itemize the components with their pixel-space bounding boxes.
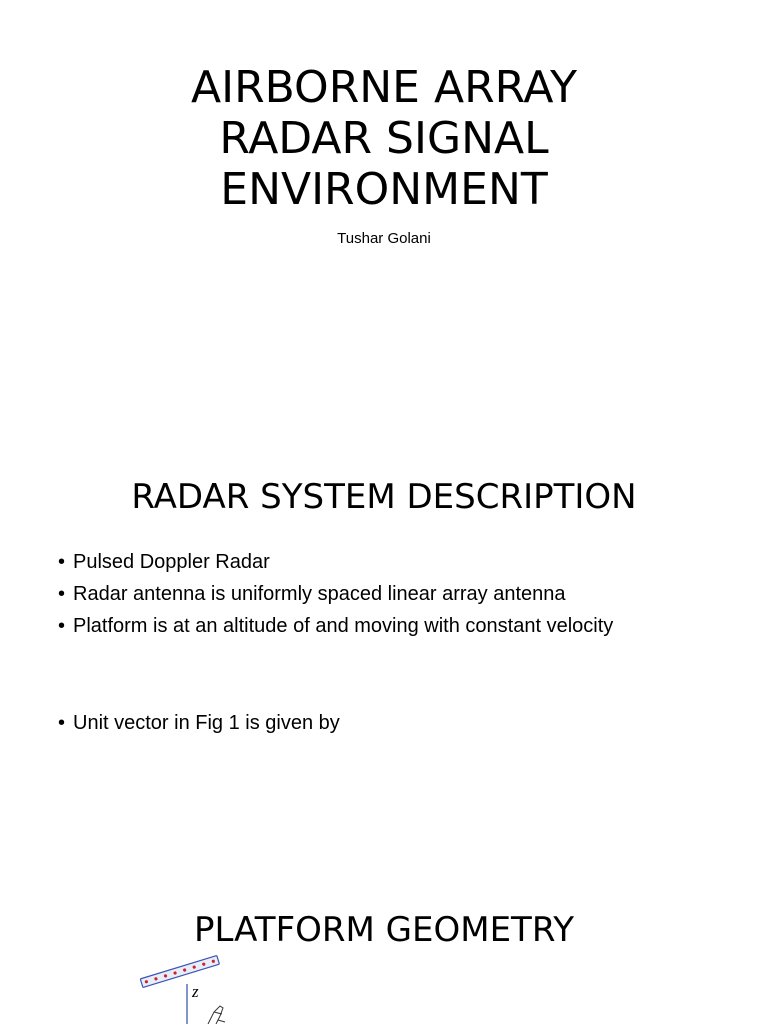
- bullet-text: Pulsed Doppler Radar: [73, 551, 270, 573]
- bullet-dot: •: [58, 583, 66, 605]
- slide-title: [0, 62, 768, 215]
- section-title-radar-description: RADAR SYSTEM DESCRIPTION: [131, 477, 637, 517]
- array-body: [140, 956, 219, 988]
- platform-geometry-figure: [130, 950, 250, 1024]
- linear-array-antenna: [140, 956, 219, 988]
- bullet-item: [58, 612, 613, 644]
- bullet-text: Unit vector in Fig 1 is given by: [73, 712, 340, 734]
- title-line-3: ENVIRONMENT: [220, 164, 548, 215]
- bullet-dot: •: [58, 615, 66, 637]
- aircraft-icon: [208, 1006, 225, 1024]
- bullet-dot: •: [58, 712, 66, 734]
- title-line-1: AIRBORNE ARRAY: [191, 62, 577, 113]
- bullet-text: Platform is at an altitude of and moving with constant velocity: [73, 615, 614, 637]
- bullet-item: [58, 548, 613, 580]
- bullet-list-2: [58, 709, 340, 741]
- bullet-dot: •: [58, 551, 66, 573]
- title-line-2: RADAR SIGNAL: [219, 113, 549, 164]
- bullet-text: Radar antenna is uniformly spaced linear array antenna: [73, 583, 566, 605]
- section-title-platform-geometry: PLATFORM GEOMETRY: [193, 910, 575, 950]
- author-name: Tushar Golani: [337, 230, 431, 247]
- bullet-item: [58, 580, 613, 612]
- bullet-list: [58, 548, 613, 644]
- z-axis-label: z: [192, 982, 199, 1001]
- bullet-item: [58, 709, 340, 741]
